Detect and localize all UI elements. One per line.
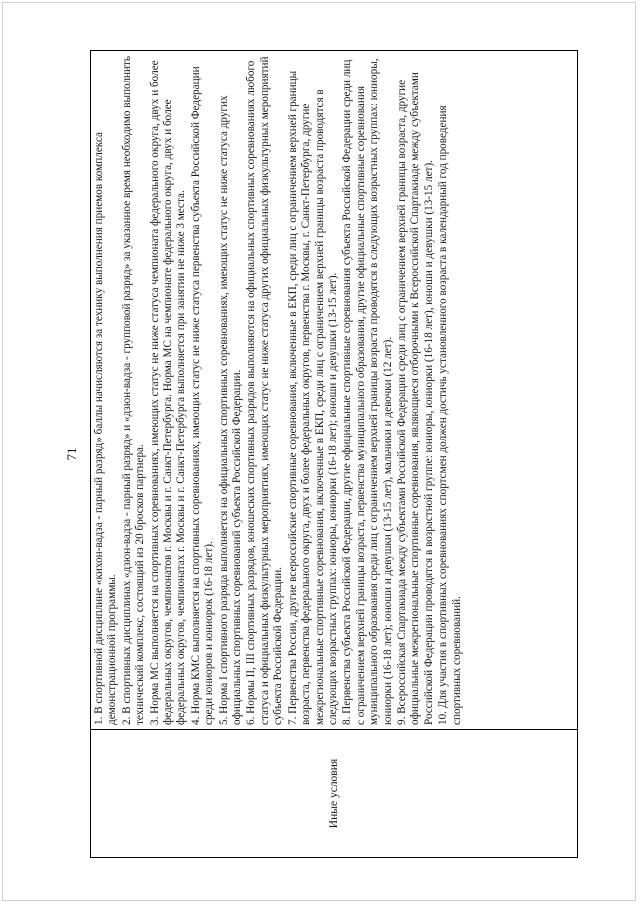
list-item: 9. Всероссийская Спартакиада между субъектами Российской Федерации среди лиц с ограничением верхней границы возраста, другие официальные межрегиональные спортивные соревнования, являющиеся отборочными к Всероссийской Спартакиаде между субъектами Российской Федерации проводятся в возрастной группе: юниоры, юниорки (16-18 лет), юноши и девушки (13-15 лет). xyxy=(395,72,435,725)
conditions-table xyxy=(90,50,578,858)
list-item: 10. Для участия в спортивных соревнованиях спортсмен должен достичь установленного возраста в календарный год проведения спортивных соревнований. xyxy=(437,105,463,725)
list-item: 7. Первенства России, другие всероссийские спортивные соревнования, включенные в ЕКП, среди лиц с ограничением верхней границы возраста, первенства федерального округа, двух и более федеральных округов, первенства г. Москвы, г. Санкт-Петербурга, другие межрегиональные спортивные соревнования, включенные в ЕКП, среди лиц с ограничением верхней границы возраста проводятся в следующих возрастных группах: юниоры, юниорки (16-18 лет); юноши и девушки (13-15 лет). xyxy=(286,70,339,725)
list-item: 4. Норма КМС выполняется на спортивных соревнованиях, имеющих статус не ниже статуса первенства субъекта Российской Федерации среди юниоров и юниорок (16-18 лет). xyxy=(189,66,216,725)
list-item: 6. Нормы II, III спортивных разрядов, юношеских спортивных разрядов выполняются на официальных спортивных соревнованиях любого статуса и официальных физкультурных мероприятиях, имеющих статус не ниже статуса других официальных физкультурных мероприятий субъекта Российской Федерации. xyxy=(245,56,285,725)
page-number: 71 xyxy=(64,447,79,461)
table-label-cell xyxy=(91,729,577,857)
table-content-cell xyxy=(91,51,577,729)
rotated-content xyxy=(60,50,578,858)
list-item: 3. Норма МС выполняется на спортивных соревнованиях, имеющих статус не ниже статуса чемпионата федерального округа, двух и более федеральных округов, чемпионатов г. Москвы и г. Санкт-Петербурга. Норма МС на чемпионате федерального округа, двух и более федеральных округов, чемпионатах г. Москвы и г. Санкт-Петербурга выполняется при занятии не ниже 3 места. xyxy=(148,60,188,725)
list-item: 8. Первенства субъекта Российской Федерации, другие официальные спортивные соревнования субъекта Российской Федерации среди лиц с ограничением верхней границы возраста, первенства муниципального образования, другие официальные спортивные соревнования муниципального образования среди лиц с ограничением верхней границы возраста проводятся в следующих возрастных группах: юниоры, юниорки (16-18 лет); юноши и девушки (13-15 лет), мальчики и девочки (12 лет). xyxy=(341,58,394,725)
list-item: 5. Норма I спортивного разряда выполняется на официальных спортивных соревнованиях, имеющих статус не ниже статуса других официальных спортивных соревнований субъекта Российской Федерации. xyxy=(217,95,244,725)
list-item: 2. В спортивных дисциплинах «дзюн-вадза - парный разряд» и «дзюн-вадза - групповой разряд» за указанное время необходимо выполнить технический комплекс, состоящий из 20 бросков партнера. xyxy=(120,55,147,725)
list-item: 1. В спортивной дисциплине «кихон-вадза - парный разряд» баллы начисляются за технику выполнения приемов комплекса демонстрационной программы. xyxy=(93,131,119,725)
table-label: Иные условия xyxy=(328,758,340,829)
